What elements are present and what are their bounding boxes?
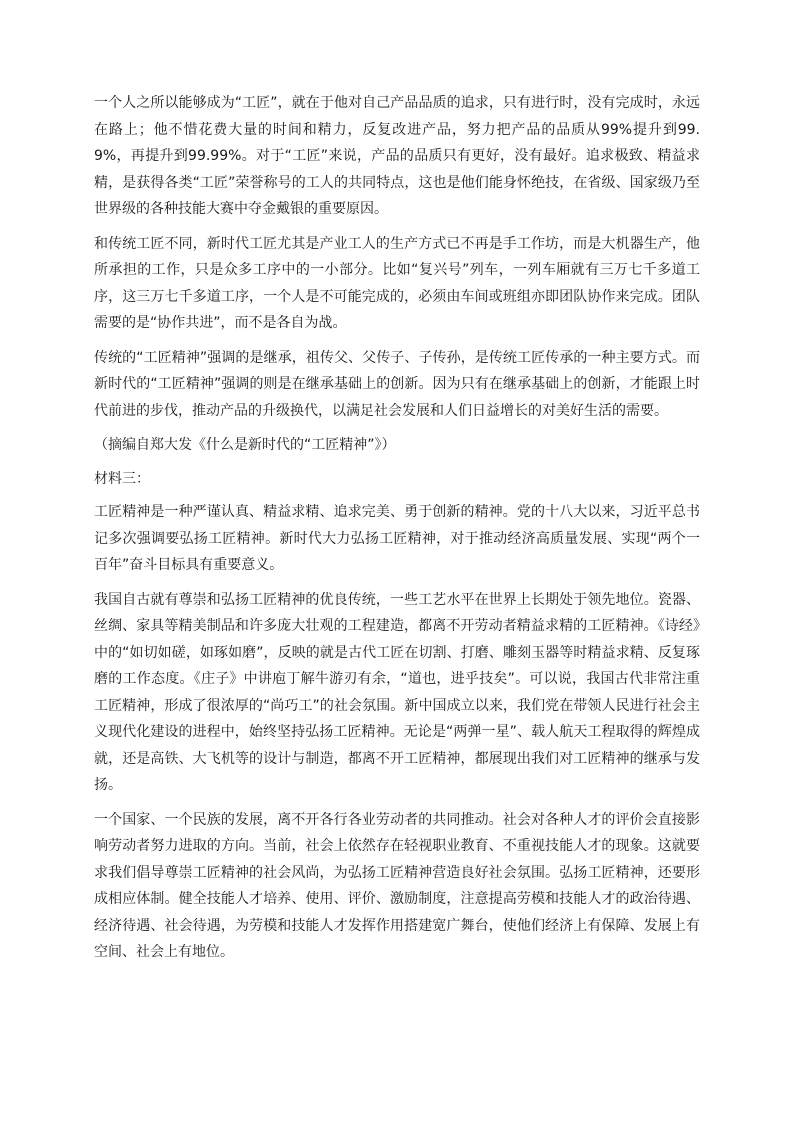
paragraph-craftsman-spirit-definition: 工匠精神是一种严谨认真、精益求精、追求完美、勇于创新的精神。党的十八大以来，习近平总书记多次强调要弘扬工匠精神。新时代大力弘扬工匠精神，对于推动经济高质量发展、实现“两个一百年”奋斗目标具有重要意义。: [94, 504, 700, 573]
paragraph-social-atmosphere: 一个国家、一个民族的发展，离不开各行各业劳动者的共同推动。社会对各种人才的评价会直接影响劳动者努力进取的方向。当前，社会上依然存在轻视职业教育、不重视技能人才的现象。这就要求我们倡导尊崇工匠精神的社会风尚，为弘扬工匠精神营造良好社会氛围。弘扬工匠精神，还要形成相应体制。健全技能人才培养、使用、评价、激励制度，注意提高劳模和技能人才的政治待遇、经济待遇、社会待遇，为劳模和技能人才发挥作用搭建宽广舞台，使他们经济上有保障、发展上有空间、社会上有地位。: [94, 811, 700, 960]
paragraph-craftsman-quality: 一个人之所以能够成为“工匠”，就在于他对自己产品品质的追求，只有进行时，没有完成时，永远在路上；他不惜花费大量的时间和精力，反复改进产品，努力把产品的品质从99%提升到99.9%，再提升到99.99%。对于“工匠”来说，产品的品质只有更好，没有最好。追求极致、精益求精，是获得各类“工匠”荣誉称号的工人的共同特点，这也是他们能身怀绝技，在省级、国家级乃至世界级的各种技能大赛中夺金戴银的重要原因。: [94, 95, 700, 217]
paragraph-modern-craftsman: 和传统工匠不同，新时代工匠尤其是产业工人的生产方式已不再是手工作坊，而是大机器生产，他所承担的工作，只是众多工序中的一小部分。比如“复兴号”列车，一列车厢就有三万七千多道工序，这三万七千多道工序，一个人是不可能完成的，必须由车间或班组亦即团队协作来完成。团队需要的是“协作共进”，而不是各自为战。: [94, 235, 700, 331]
source-citation: （摘编自郑大发《什么是新时代的“工匠精神”》）: [94, 437, 396, 453]
paragraph-historical-tradition: 我国自古就有尊崇和弘扬工匠精神的优良传统，一些工艺水平在世界上长期处于领先地位。瓷器、丝绸、家具等精美制品和许多庞大壮观的工程建造，都离不开劳动者精益求精的工匠精神。《诗经》中的“如切如磋，如琢如磨”，反映的就是古代工匠在切割、打磨、雕刻玉器等时精益求精、反复琢磨的工作态度。《庄子》中讲庖丁解牛游刃有余，“道也，进乎技矣”。可以说，我国古代非常注重工匠精神，形成了很浓厚的“尚巧工”的社会氛围。新中国成立以来，我们党在带领人民进行社会主义现代化建设的进程中，始终坚持弘扬工匠精神。无论是“两弹一星”、载人航天工程取得的辉煌成就，还是高铁、大飞机等的设计与制造，都离不开工匠精神，都展现出我们对工匠精神的继承与发扬。: [94, 591, 700, 793]
document-body: [94, 90, 700, 974]
section-heading-material-three: 材料三：: [94, 470, 150, 487]
paragraph-inheritance-innovation: 传统的“工匠精神”强调的是继承，祖传父、父传子、子传孙，是传统工匠传承的一种主要方式。而新时代的“工匠精神”强调的则是在继承基础上的创新。因为只有在继承基础上的创新，才能跟上时代前进的步伐，推动产品的升级换代，以满足社会发展和人们日益增长的对美好生活的需要。: [94, 349, 700, 419]
